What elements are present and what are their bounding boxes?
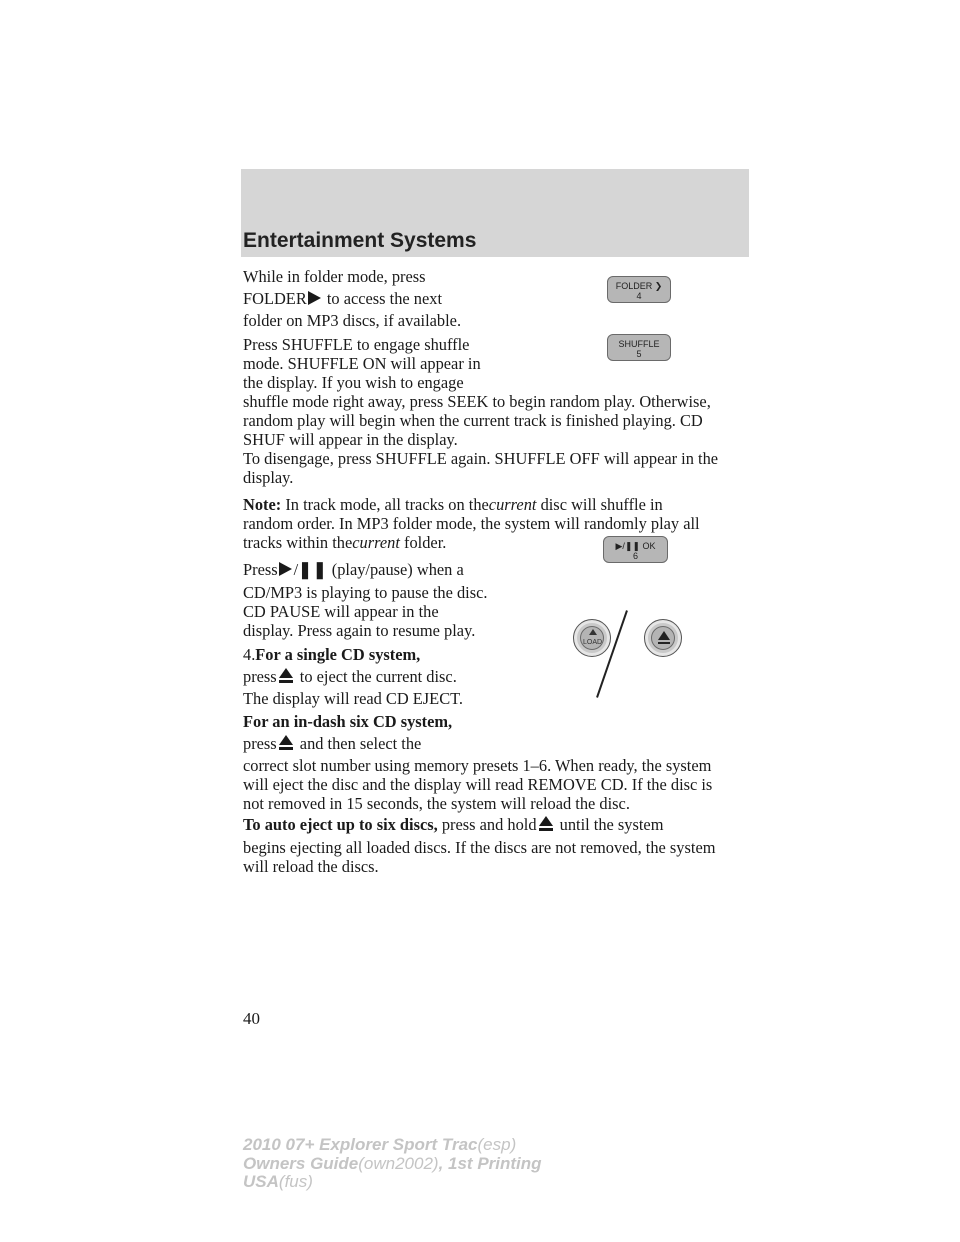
document-footer (243, 1136, 542, 1192)
note-line-3 (243, 533, 446, 552)
folder-button-label: FOLDER ❯ (615, 281, 663, 291)
note-text-a: In track mode, all tracks on the (285, 495, 489, 514)
play-pause-icon: ▶/❚❚ (615, 541, 640, 551)
note-emphasis-2: current (352, 533, 400, 552)
note-line-2: random order. In MP3 folder mode, the system will randomly play all (243, 514, 700, 533)
folder-line-1: While in folder mode, press (243, 267, 426, 286)
pause-icon: ❚❚ (298, 560, 328, 579)
eject-line-4: correct slot number using memory presets 1–6. When ready, the system (243, 756, 712, 775)
note-text-b: disc will shuffle in (540, 495, 663, 514)
eject-line-1 (243, 667, 457, 686)
load-eject-button-illustration (573, 619, 611, 657)
play-pause-6-button-illustration (603, 536, 668, 563)
eject-icon (539, 816, 553, 831)
play-line-3: CD PAUSE will appear in the (243, 602, 439, 621)
shuffle-line-8: display. (243, 468, 294, 487)
shuffle-line-1: Press SHUFFLE to engage shuffle (243, 335, 470, 354)
eject-heading-1 (243, 645, 420, 664)
note-text-c: tracks within the (243, 533, 353, 552)
eject-press-word-2: press (243, 734, 277, 753)
play-button-number: 6 (632, 551, 638, 561)
play-button-label: ▶/❚❚ OK (615, 541, 656, 551)
play-separator: / (293, 560, 299, 579)
eject-line-6: not removed in 15 seconds, the system will reload the disc. (243, 794, 630, 813)
folder-line-2-rest: to access the next (326, 289, 443, 308)
eject-button-illustration (644, 619, 682, 657)
eject-line-2: The display will read CD EJECT. (243, 689, 464, 708)
note-emphasis-1: current (488, 495, 537, 514)
footer-line-1: 2010 07+ Explorer Sport Trac(esp) (243, 1135, 517, 1154)
single-cd-heading: For a single CD system, (255, 645, 421, 664)
shuffle-line-2: mode. SHUFFLE ON will appear in (243, 354, 481, 373)
shuffle-button-label: SHUFFLE (618, 339, 660, 349)
page-number: 40 (243, 1009, 260, 1028)
shuffle-button-number: 5 (636, 349, 642, 359)
play-line-4: display. Press again to resume play. (243, 621, 476, 640)
load-label: LOAD (583, 639, 603, 646)
shuffle-line-7: To disengage, press SHUFFLE again. SHUFFLE OFF will appear in the (243, 449, 719, 468)
folder-4-button-illustration (607, 276, 671, 303)
shuffle-line-4: shuffle mode right away, press SEEK to begin random play. Otherwise, (243, 392, 711, 411)
section-title: Entertainment Systems (243, 229, 477, 252)
note-text-d: folder. (404, 533, 447, 552)
eject-press-word: press (243, 667, 277, 686)
eject-line-3-rest: and then select the (299, 734, 422, 753)
shuffle-line-3: the display. If you wish to engage (243, 373, 464, 392)
auto-eject-text-a: press and hold (441, 815, 537, 834)
list-number: 4. (243, 645, 256, 664)
auto-eject-line-2: begins ejecting all loaded discs. If the discs are not removed, the system (243, 838, 716, 857)
eject-icon (279, 668, 293, 683)
seek-right-icon (308, 291, 321, 305)
chevron-right-icon: ❯ (654, 281, 663, 291)
eject-line-5: will eject the disc and the display will read REMOVE CD. If the disc is (243, 775, 713, 794)
folder-line-2 (243, 289, 442, 308)
small-eject-icon (589, 629, 597, 635)
folder-line-3: folder on MP3 discs, if available. (243, 311, 462, 330)
auto-eject-line-3: will reload the discs. (243, 857, 379, 876)
six-cd-heading: For an in-dash six CD system, (243, 712, 453, 731)
auto-eject-heading: To auto eject up to six discs, (243, 815, 438, 834)
load-eject-inner (580, 626, 604, 650)
folder-word: FOLDER (243, 289, 307, 308)
shuffle-5-button-illustration (607, 334, 671, 361)
shuffle-line-5: random play will begin when the current track is finished playing. CD (243, 411, 703, 430)
play-line-1 (243, 560, 464, 579)
note-line-1 (243, 495, 663, 514)
shuffle-line-6: SHUF will appear in the display. (243, 430, 458, 449)
footer-line-2: Owners Guide(own2002), 1st Printing (243, 1153, 542, 1173)
footer-line-3: USA(fus) (243, 1172, 313, 1191)
eject-inner (651, 626, 675, 650)
eject-icon (658, 631, 670, 640)
play-line-1-rest: (play/pause) when a (331, 560, 464, 579)
note-label: Note: (243, 495, 282, 514)
play-icon (279, 562, 292, 576)
play-line-2: CD/MP3 is playing to pause the disc. (243, 583, 488, 602)
auto-eject-line-1 (243, 815, 663, 834)
play-press-word: Press (243, 560, 278, 579)
eject-heading-2 (243, 712, 452, 731)
folder-button-number: 4 (636, 291, 642, 301)
eject-bar (658, 642, 670, 644)
auto-eject-text-b: until the system (559, 815, 664, 834)
eject-line-3 (243, 734, 421, 753)
eject-line-1-rest: to eject the current disc. (299, 667, 457, 686)
eject-icon (279, 735, 293, 750)
